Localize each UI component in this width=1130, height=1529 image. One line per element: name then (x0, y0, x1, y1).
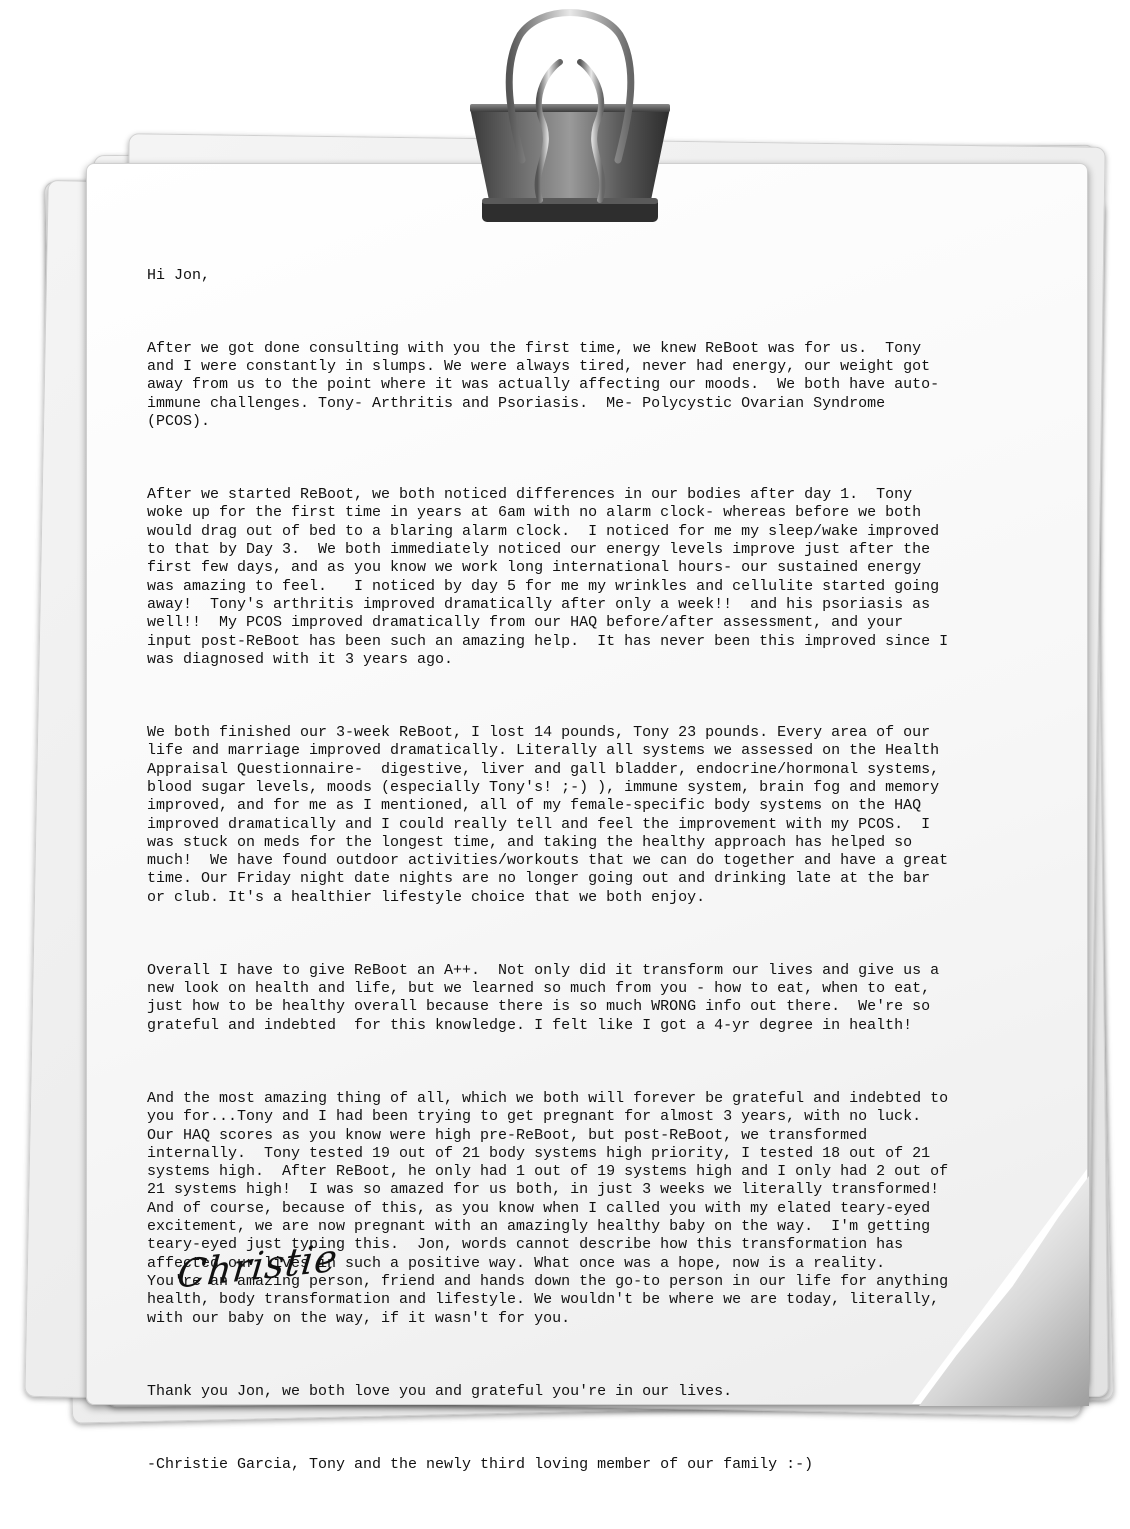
letter-signoff: -Christie Garcia, Tony and the newly third loving member of our family :-) (147, 1455, 814, 1473)
letter-paragraph: After we got done consulting with you the first time, we knew ReBoot was for us. Tony and I were constantly in slumps. We were always tired, never had energy, our weight got away from us to the point where it was actually affecting our moods. We both have auto- immune challenges. Tony- Arthritis and Psoriasis. Me- Polycystic Ovarian Syndrome (PCOS). (147, 339, 940, 430)
letter-paragraph: And the most amazing thing of all, which we both will forever be grateful and indebted to you for...Tony and I had been trying to get pregnant for almost 3 years, with no luck. Our HAQ scores as you know were high pre-ReBoot, but post-ReBoot, we transformed internally. Tony tested 19 out of 21 body systems high priority, I tested 18 out of 21 systems high. After ReBoot, he only had 1 out of 19 systems high and I only had 2 out of 21 systems high! I was so amazed for us both, in just 3 weeks we literally transformed! And of course, because of this, as you know when I called you with my elated teary-eyed excitement, we are now pregnant with an amazingly healthy baby on the way. I'm getting teary-eyed just typing this. Jon, words cannot describe how this transformation has affected our lives in such a positive way. What once was a hope, now is a reality. You're an amazing person, friend and hands down the go-to person in our life for anything health, body transformation and lifestyle. We wouldn't be where we are today, literally, with our baby on the way, if it wasn't for you. (147, 1089, 949, 1327)
letter-paragraph: After we started ReBoot, we both noticed differences in our bodies after day 1. Tony woke up for the first time in years at 6am with no alarm clock- whereas before we both would drag out of bed to a blaring alarm clock. I noticed for me my sleep/wake improved to that by Day 3. We both immediately noticed our energy levels improve just after the first few days, and as you know we work long international hours- our sustained energy was amazing to feel. I noticed by day 5 for me my wrinkles and cellulite started going away! Tony's arthritis improved dramatically after only a week!! and his psoriasis as well!! My PCOS improved dramatically from our HAQ before/after assessment, and your input post-ReBoot has been such an amazing help. It has never been this improved since I was diagnosed with it 3 years ago. (147, 486, 949, 668)
letter-paragraph: We both finished our 3-week ReBoot, I lost 14 pounds, Tony 23 pounds. Every area of our life and marriage improved dramatically. Literally all systems we assessed on the Health Appraisal Questionnaire- digestive, liver and gall bladder, endocrine/hormonal systems, blood sugar levels, moods (especially Tony's! ;-) ), immune system, brain fog and memory improved, and for me as I mentioned, all of my female-specific body systems on the HAQ improved dramatically and I could really tell and feel the improvement with my PCOS. I was stuck on meds for the longest time, and taking the healthy approach has helped so much! We have found outdoor activities/workouts that we can do together and have a great time. Our Friday night date nights are no longer going out and drinking late at the bar or club. It's a healthier lifestyle choice that we both enjoy. (147, 724, 949, 906)
letter-greeting: Hi Jon, (147, 266, 211, 284)
handwritten-signature: Christie (175, 1235, 341, 1297)
letter-closing: Thank you Jon, we both love you and grateful you're in our lives. (147, 1382, 733, 1400)
letter-paragraph: Overall I have to give ReBoot an A++. Not only did it transform our lives and give us a new look on health and life, but we learned so much from you - how to eat, when to eat, just how to be healthy overall because there is so much WRONG info out there. We're so grateful and indebted for this knowledge. I felt like I got a 4-yr degree in health! (147, 961, 940, 1034)
letter-page (86, 163, 1088, 1473)
binder-clip-icon (460, 0, 680, 230)
letter-body (147, 230, 1027, 1529)
